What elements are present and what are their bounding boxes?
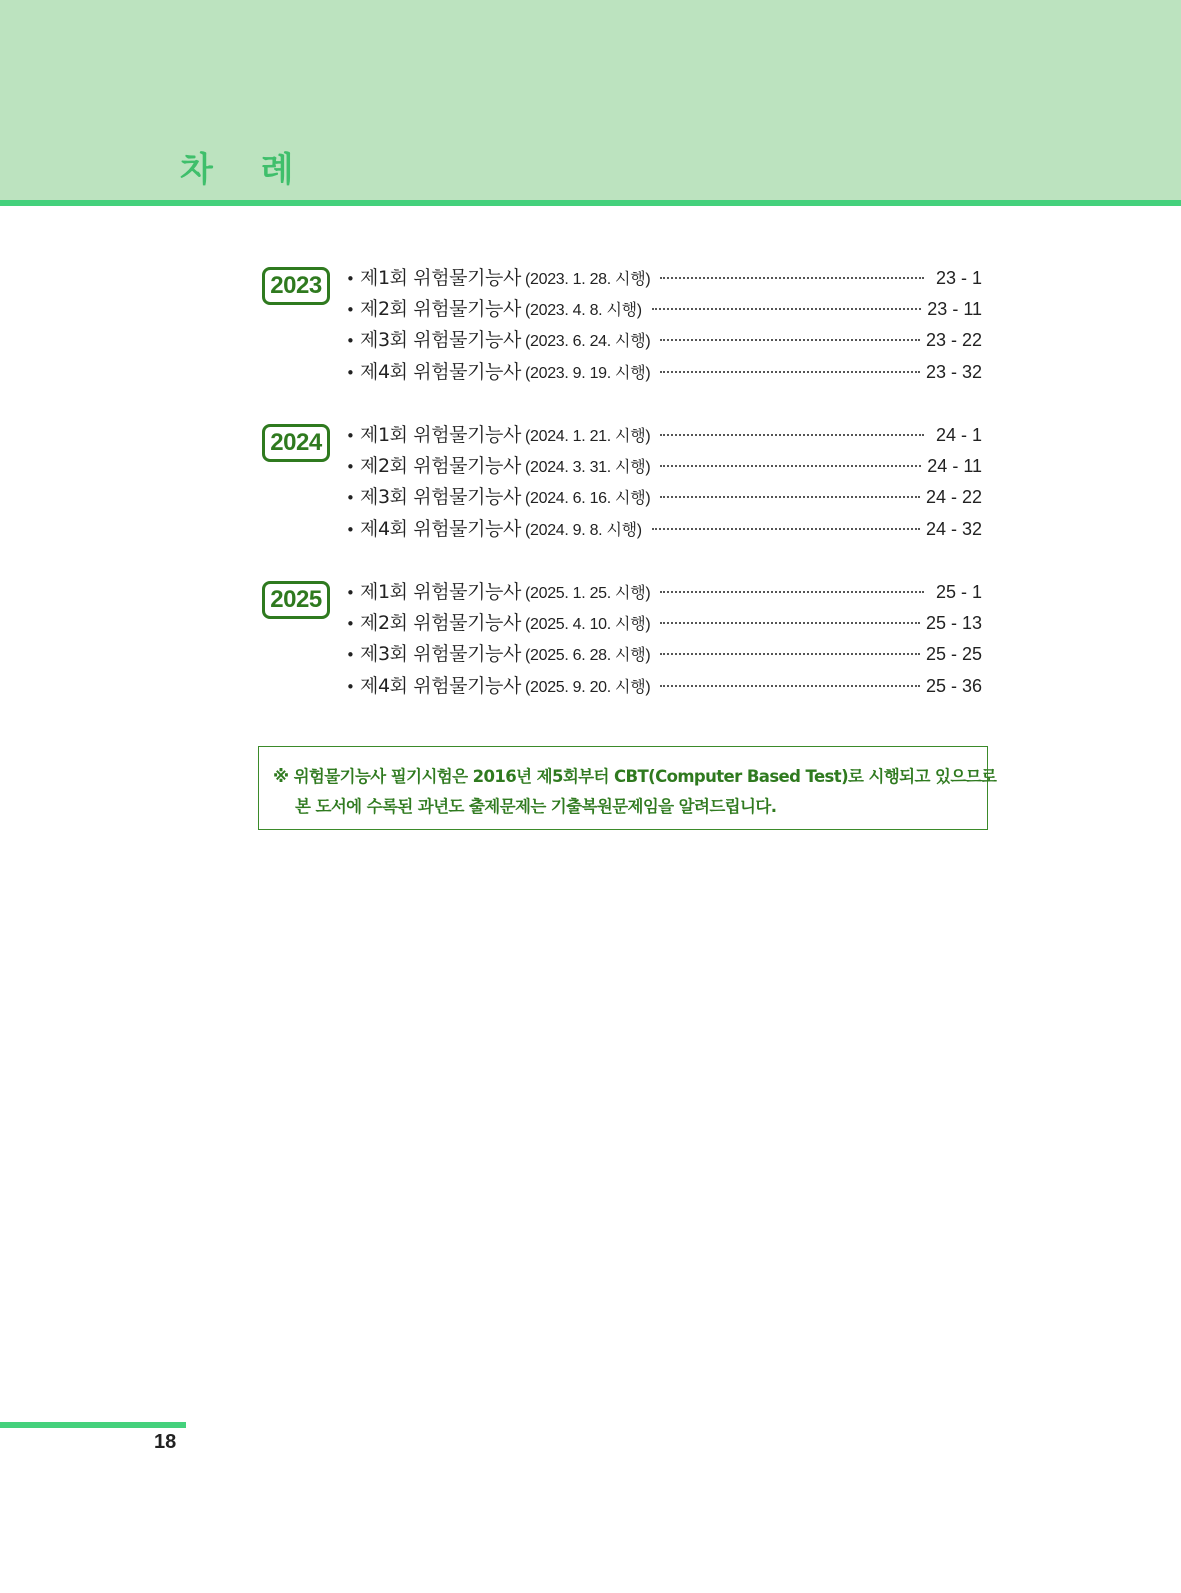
toc-item-page: 24 - 22 <box>925 487 982 508</box>
dot-leader <box>660 653 920 655</box>
toc-item-page: 25 - 25 <box>925 644 982 665</box>
toc-item-name: 제3회 위험물기능사 <box>360 643 521 666</box>
toc-item-page: 23 - 32 <box>925 361 982 382</box>
notice-box <box>258 746 997 830</box>
dot-leader <box>660 339 920 341</box>
toc-item[interactable] <box>346 420 982 448</box>
toc-item-name: 제2회 위험물기능사 <box>360 455 521 478</box>
page-title: 차 례 <box>180 150 312 190</box>
bullet-icon: • <box>346 584 355 602</box>
toc-item-page: 24 - 11 <box>927 456 982 477</box>
footer-rule <box>0 1422 186 1428</box>
toc-item[interactable] <box>346 577 982 605</box>
toc-item[interactable] <box>346 608 982 636</box>
toc-item-name: 제1회 위험물기능사 <box>360 424 521 446</box>
toc-item-name: 제1회 위험물기능사 <box>360 581 521 603</box>
toc-item-date: (2025. 4. 10. 시행) <box>524 616 651 634</box>
toc-item-name: 제2회 위험물기능사 <box>360 298 521 321</box>
toc-item-page: 23 - 22 <box>925 330 982 351</box>
toc-item-date: (2024. 1. 21. 시행) <box>524 428 651 445</box>
year-badge: 2023 <box>262 267 330 305</box>
year-badge: 2025 <box>262 581 330 619</box>
year-section-2024 <box>0 422 1181 552</box>
toc-item-date: (2025. 1. 25. 시행) <box>524 585 651 602</box>
toc-item-date: (2023. 4. 8. 시행) <box>524 302 642 320</box>
toc-item-name: 제2회 위험물기능사 <box>360 612 521 635</box>
bullet-icon: • <box>346 646 355 665</box>
dot-leader <box>660 434 924 436</box>
toc-item-date: (2024. 3. 31. 시행) <box>524 459 651 477</box>
year-section-2025 <box>0 579 1181 709</box>
bullet-icon: • <box>346 270 355 288</box>
toc-item-name: 제3회 위험물기능사 <box>360 329 521 352</box>
toc-item-date: (2025. 6. 28. 시행) <box>524 647 651 665</box>
toc-item-page: 24 - 32 <box>925 518 982 539</box>
dot-leader <box>660 277 924 279</box>
dot-leader <box>660 371 920 373</box>
bullet-icon: • <box>346 615 355 634</box>
toc-item[interactable] <box>346 357 982 385</box>
toc-item-page: 24 - 1 <box>935 425 982 445</box>
dot-leader <box>660 591 924 593</box>
toc-item[interactable] <box>346 482 982 510</box>
toc-item-date: (2024. 9. 8. 시행) <box>524 521 642 539</box>
bullet-icon: • <box>346 458 355 477</box>
toc-item-date: (2023. 9. 19. 시행) <box>524 364 651 382</box>
toc-item-name: 제4회 위험물기능사 <box>360 674 521 697</box>
bullet-icon: • <box>346 427 355 445</box>
toc-item[interactable] <box>346 451 982 479</box>
toc-item-date: (2025. 9. 20. 시행) <box>524 678 651 696</box>
header-band <box>0 0 1181 200</box>
toc-item-page: 25 - 1 <box>935 582 982 602</box>
toc-item-page: 23 - 11 <box>927 299 982 320</box>
dot-leader <box>652 528 920 530</box>
bullet-icon: • <box>346 489 355 508</box>
toc-item-date: (2023. 6. 24. 시행) <box>524 333 651 351</box>
notice-line-2: 본 도서에 수록된 과년도 출제문제는 기출복원문제임을 알려드립니다. <box>295 797 777 816</box>
year-badge: 2024 <box>262 424 330 462</box>
dot-leader <box>660 496 920 498</box>
toc-item-page: 25 - 13 <box>925 613 982 634</box>
dot-leader <box>660 622 920 624</box>
toc-item[interactable] <box>346 671 982 699</box>
toc-item[interactable] <box>346 514 982 542</box>
toc-item-date: (2023. 1. 28. 시행) <box>524 271 651 288</box>
toc-item[interactable] <box>346 263 982 291</box>
toc-item-name: 제4회 위험물기능사 <box>360 360 521 383</box>
toc-item[interactable] <box>346 325 982 353</box>
toc-item-name: 제4회 위험물기능사 <box>360 517 521 540</box>
bullet-icon: • <box>346 363 355 382</box>
bullet-icon: • <box>346 332 355 351</box>
header-rule <box>0 200 1181 206</box>
page-number: 18 <box>154 1431 177 1453</box>
toc-item-page: 25 - 36 <box>925 675 982 696</box>
toc-item-name: 제3회 위험물기능사 <box>360 486 521 509</box>
bullet-icon: • <box>346 520 355 539</box>
dot-leader <box>660 465 921 467</box>
toc-item-page: 23 - 1 <box>935 268 982 288</box>
notice-line-1: ※ 위험물기능사 필기시험은 2016년 제5회부터 CBT(Computer Based Test)로 시행되고 있으므로 <box>273 767 997 786</box>
year-section-2023 <box>0 265 1181 395</box>
bullet-icon: • <box>346 677 355 696</box>
bullet-icon: • <box>346 301 355 320</box>
dot-leader <box>652 308 921 310</box>
toc-item-date: (2024. 6. 16. 시행) <box>524 490 651 508</box>
toc-item[interactable] <box>346 294 982 322</box>
dot-leader <box>660 685 920 687</box>
toc-item[interactable] <box>346 639 982 667</box>
toc-item-name: 제1회 위험물기능사 <box>360 267 521 289</box>
